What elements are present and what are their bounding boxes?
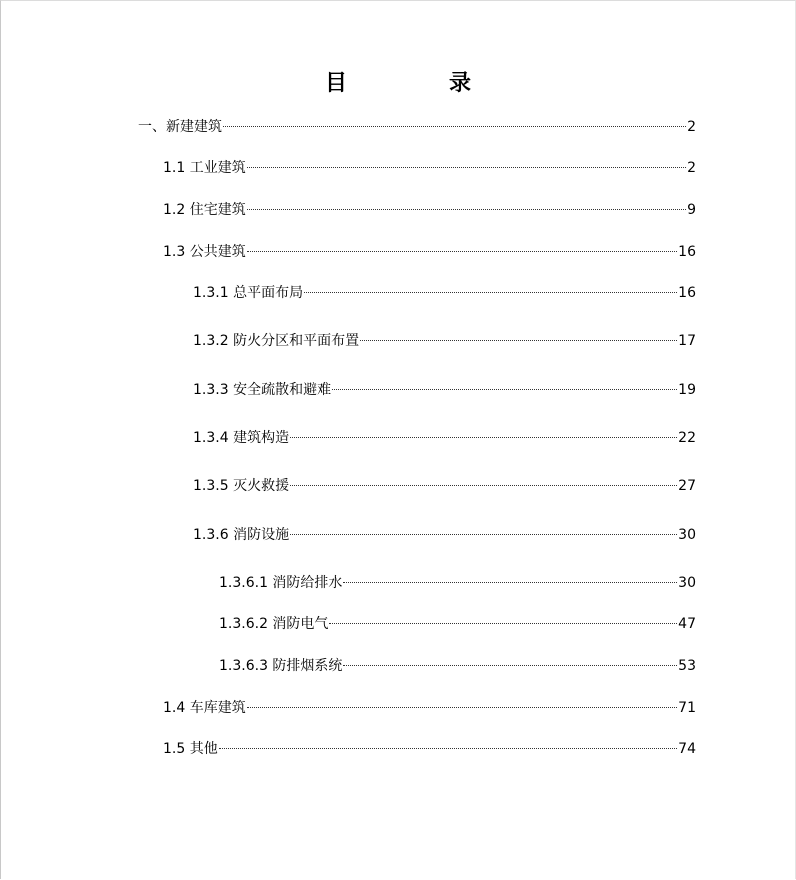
toc-leader-dots: [332, 389, 677, 390]
toc-page-number: 9: [687, 202, 696, 218]
toc-entry-label: 1.3.4 建筑构造: [193, 430, 290, 446]
toc-entry-label: 1.4 车库建筑: [163, 700, 246, 716]
toc-entry-label: 1.3.5 灭火救援: [193, 478, 290, 494]
toc-entry-evacuation[interactable]: [193, 380, 696, 400]
toc-leader-dots: [247, 707, 677, 708]
toc-entry-label: 1.3.3 安全疏散和避难: [193, 382, 332, 398]
toc-page-number: 2: [687, 119, 696, 135]
toc-leader-dots: [329, 623, 677, 624]
toc-entry-label: 1.3 公共建筑: [163, 244, 246, 260]
toc-page-number: 47: [678, 616, 696, 632]
toc-page-number: 22: [678, 430, 696, 446]
toc-entry-construction[interactable]: [193, 428, 696, 448]
toc-leader-dots: [247, 209, 686, 210]
toc-entry-industrial[interactable]: [163, 158, 696, 178]
toc-entry-fire-electrical[interactable]: [219, 614, 696, 634]
toc-entry-label: 1.5 其他: [163, 741, 218, 757]
toc-entry-water-supply[interactable]: [219, 573, 696, 593]
toc-leader-dots: [290, 437, 677, 438]
toc-page-number: 16: [678, 244, 696, 260]
toc-entry-label: 1.2 住宅建筑: [163, 202, 246, 218]
toc-leader-dots: [343, 582, 677, 583]
toc-entry-label: 一、新建建筑: [138, 119, 222, 135]
toc-entry-label: 1.3.6.1 消防给排水: [219, 575, 343, 591]
toc-title: 目 录: [324, 70, 511, 96]
toc-leader-dots: [219, 748, 677, 749]
toc-leader-dots: [223, 126, 686, 127]
toc-page-number: 71: [678, 700, 696, 716]
toc-entry-public[interactable]: [163, 242, 696, 262]
toc-leader-dots: [290, 534, 677, 535]
toc-page-number: 2: [687, 160, 696, 176]
toc-page-number: 53: [678, 658, 696, 674]
toc-entry-label: 1.3.6.3 防排烟系统: [219, 658, 343, 674]
toc-page-number: 19: [678, 382, 696, 398]
toc-entry-firefighting-rescue[interactable]: [193, 476, 696, 496]
toc-page-number: 16: [678, 285, 696, 301]
toc-entry-smoke-control[interactable]: [219, 656, 696, 676]
toc-entry-residential[interactable]: [163, 200, 696, 220]
toc-leader-dots: [343, 665, 677, 666]
toc-entry-label: 1.3.6.2 消防电气: [219, 616, 329, 632]
toc-entry-other[interactable]: [163, 739, 696, 759]
toc-leader-dots: [247, 167, 686, 168]
toc-page-number: 30: [678, 575, 696, 591]
toc-entry-fire-compartments[interactable]: [193, 331, 696, 351]
toc-entry-label: 1.1 工业建筑: [163, 160, 246, 176]
toc-leader-dots: [247, 251, 677, 252]
toc-entry-label: 1.3.6 消防设施: [193, 527, 290, 543]
toc-leader-dots: [360, 340, 677, 341]
toc-entry-label: 1.3.2 防火分区和平面布置: [193, 333, 360, 349]
toc-page-number: 74: [678, 741, 696, 757]
toc-page-number: 17: [678, 333, 696, 349]
toc-entry-label: 1.3.1 总平面布局: [193, 285, 304, 301]
toc-page-number: 30: [678, 527, 696, 543]
toc-leader-dots: [290, 485, 677, 486]
toc-entry-garage[interactable]: [163, 698, 696, 718]
toc-page-number: 27: [678, 478, 696, 494]
toc-entry-site-layout[interactable]: [193, 283, 696, 303]
toc-entry-fire-facilities[interactable]: [193, 525, 696, 545]
toc-entry-new-buildings[interactable]: [138, 117, 696, 137]
toc-leader-dots: [304, 292, 677, 293]
